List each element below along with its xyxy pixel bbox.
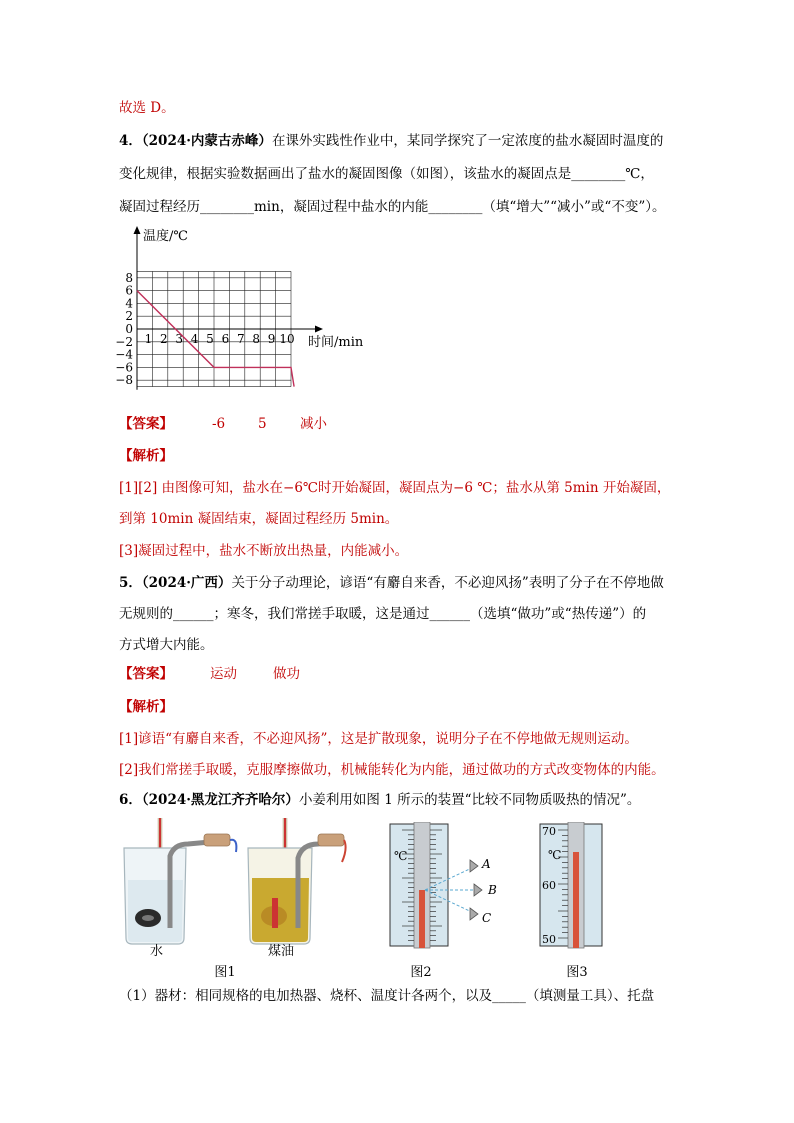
question-4-line-3: 凝固过程经历________min，凝固过程中盐水的内能________（填“增大”“减小”或“不变”）。 [119,199,666,215]
view-c-label: C [482,911,492,925]
question-4-answer-1: -6 [212,416,226,432]
question-6-line-1 [119,790,640,810]
y-axis-label: 温度/℃ [143,229,188,244]
question-6-part-1: （1）器材：相同规格的电加热器、烧杯、温度计各两个，以及_____（填测量工具）、托盘 [119,988,655,1004]
question-6-text-1: 小姜利用如图 1 所示的装置“比较不同物质吸热的情况”。 [298,792,641,808]
x-tick-label: 4 [190,332,199,346]
question-5-line-3: 方式增大内能。 [119,637,214,653]
figure-2-caption: 图2 [410,965,432,980]
prev-answer-conclusion: 故选 D。 [119,100,175,116]
eye-a-icon [470,860,478,872]
figure-3-caption: 图3 [566,965,588,980]
question-5-text-1: 关于分子动理论，谚语“有麝自来香，不必迎风扬”表明了分子在不停地做 [231,575,664,591]
x-tick-label: 3 [175,332,184,346]
question-5-number: 5． [119,575,142,591]
y-tick-label: 6 [125,283,133,298]
figure-1-caption: 图1 [214,965,236,980]
kerosene-beaker [248,818,346,944]
question-4-line-2: 变化规律，根据实验数据画出了盐水的凝固图像（如图），该盐水的凝固点是________℃， [119,166,654,182]
thermometer-3-tick-60: 60 [542,879,556,892]
eye-b-icon [474,884,482,896]
y-axis-arrow [134,226,141,234]
thermometer-3-unit: ℃ [548,848,562,862]
water-label: 水 [150,944,164,959]
x-tick-label: 10 [279,332,295,346]
view-b-label: B [488,883,497,897]
question-4-text-1: 在课外实践性作业中，某同学探究了一定浓度的盐水凝固时温度的 [271,133,664,149]
question-5-analysis-label: 【解析】 [119,699,173,715]
question-5-analysis-2: [2]我们常搓手取暖，克服摩擦做功，机械能转化为内能，通过做功的方式改变物体的内能。 [119,762,665,778]
water-beaker [124,818,236,944]
y-tick-label: 4 [125,296,133,311]
question-4-analysis-3: [3]凝固过程中，盐水不断放出热量，内能减小。 [119,543,409,559]
question-4-analysis-1: [1][2] 由图像可知，盐水在−6℃时开始凝固，凝固点为−6 ℃；盐水从第 5min 开始凝固， [119,480,671,496]
y-tick-label: −4 [115,347,133,362]
question-5-source: （2024·广西） [141,575,232,591]
eye-c-icon [470,908,478,920]
x-tick-label: 9 [267,332,276,346]
kerosene-label: 煤油 [268,944,295,959]
y-tick-label: −8 [115,373,133,388]
figure-2-thermometer [384,822,504,950]
x-tick-label: 2 [159,332,168,346]
question-4-analysis-label: 【解析】 [119,448,173,464]
question-4-answer-label: 【答案】 [119,416,173,432]
question-5-line-1 [119,573,664,593]
y-tick-label: −6 [115,360,133,375]
figure-3-thermometer [538,822,608,950]
x-tick-label: 1 [144,332,153,346]
figure-1-beakers [118,818,348,963]
question-5-answer-1: 运动 [210,666,237,682]
x-axis-arrow [315,326,323,333]
question-5-line-2: 无规则的______；寒冬，我们常搓手取暖，这是通过______（选填“做功”或“热传递”）的 [119,606,647,622]
thermometer-3-tick-50: 50 [542,933,556,946]
view-a-label: A [482,857,491,871]
y-tick-label: 2 [125,309,133,324]
question-4-line-1 [119,131,663,151]
y-tick-label: 8 [125,270,133,285]
question-4-analysis-2: 到第 10min 凝固结束，凝固过程经历 5min。 [119,511,399,527]
x-axis-label: 时间/min [308,335,364,350]
question-4-number: 4． [119,133,142,149]
y-tick-label: −2 [115,334,133,349]
question-4-source: （2024·内蒙古赤峰） [141,133,272,149]
question-4-answer-3: 减小 [300,416,327,432]
x-tick-label: 6 [221,332,230,346]
question-6-source: （2024·黑龙江齐齐哈尔） [141,792,299,808]
x-tick-label: 7 [236,332,245,346]
x-tick-label: 5 [206,332,214,346]
question-6-number: 6． [119,792,142,808]
thermometer-2-unit: ℃ [394,849,408,863]
question-4-answer-2: 5 [258,416,267,432]
question-5-analysis-1: [1]谚语“有麝自来香，不必迎风扬”，这是扩散现象，说明分子在不停地做无规则运动。 [119,731,638,747]
solidification-chart [112,222,372,404]
y-tick-label: 0 [125,322,133,336]
x-tick-label: 8 [252,332,261,346]
thermometer-3-tick-70: 70 [542,825,556,838]
question-5-answer-2: 做功 [273,666,300,682]
question-5-answer-label: 【答案】 [119,666,173,682]
